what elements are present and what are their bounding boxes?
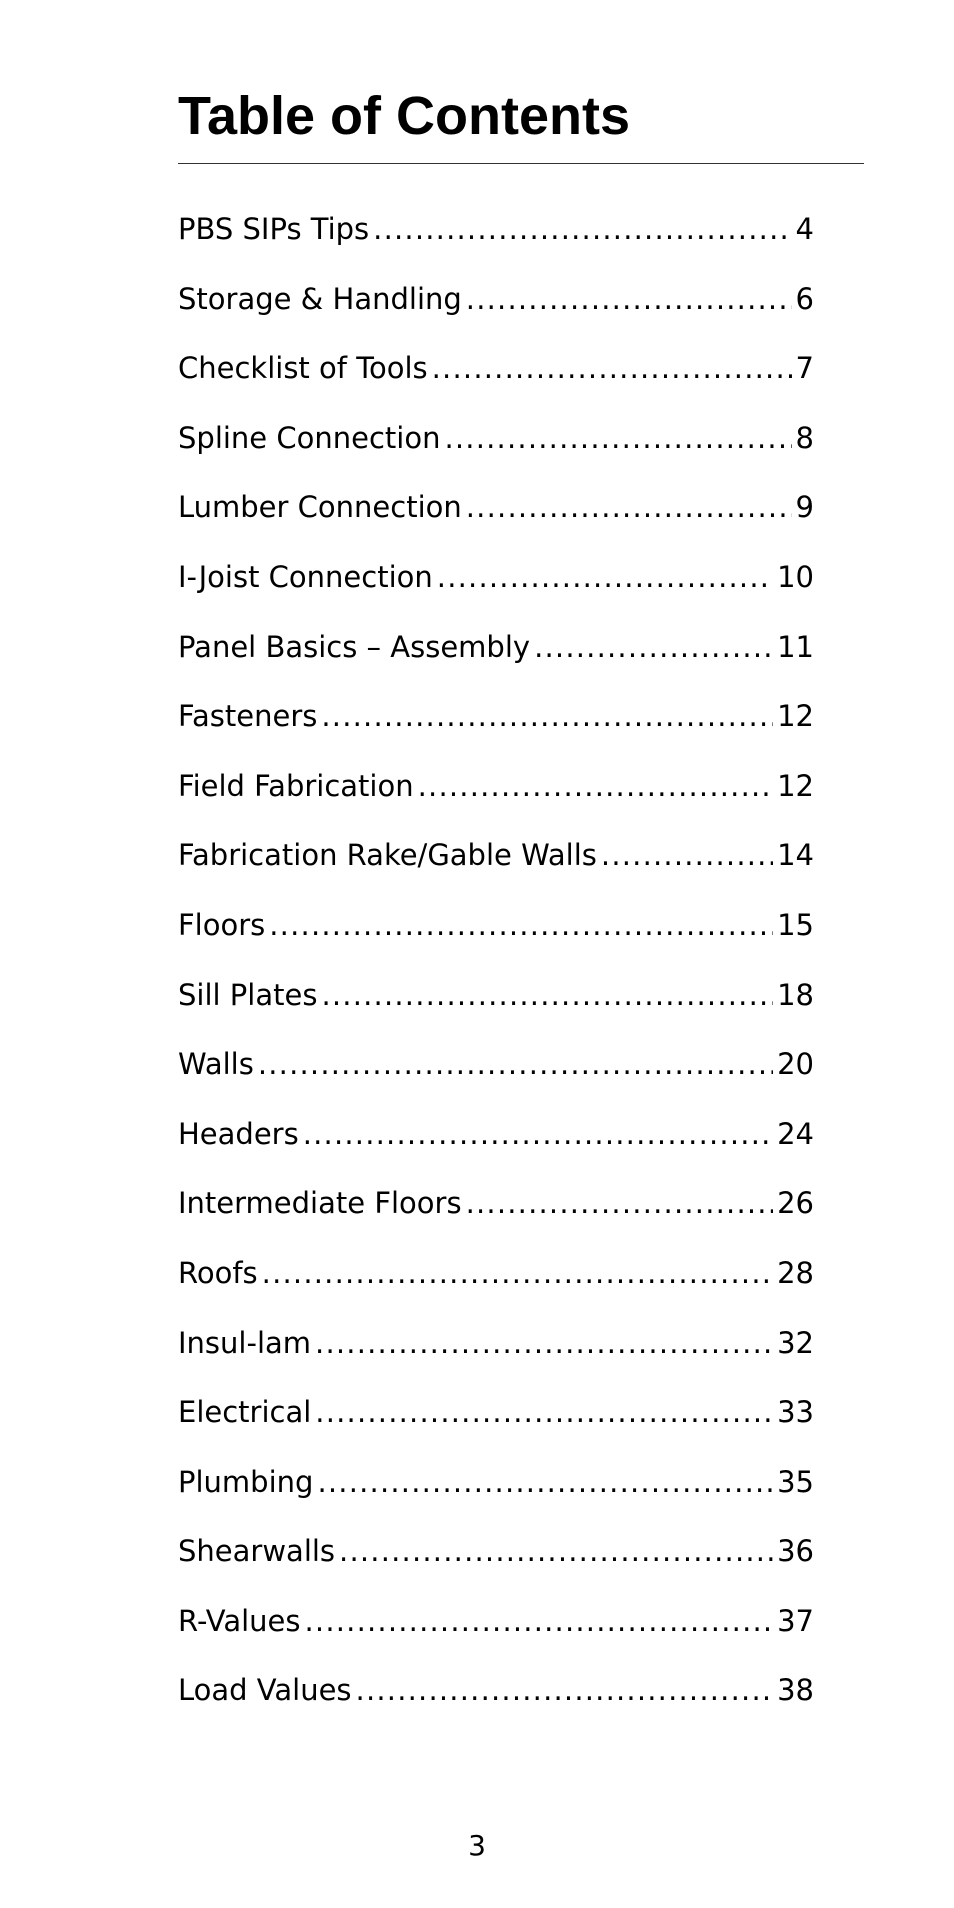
toc-entry-label: PBS SIPs Tips	[178, 212, 370, 246]
toc-entry-label: Field Fabrication	[178, 768, 414, 803]
dot-leader	[317, 1458, 773, 1506]
toc-entry-page: 12	[777, 768, 814, 803]
toc-entry-label: Fabrication Rake/Gable Walls	[178, 838, 597, 873]
toc-entry-label: Lumber Connection	[178, 490, 462, 525]
page-title: Table of Contents	[178, 86, 630, 146]
toc-entry-page: 15	[777, 907, 814, 942]
toc-entry[interactable]	[178, 483, 814, 553]
toc-entry-label: Insul-lam	[178, 1325, 312, 1360]
toc-entry-page: 26	[777, 1186, 814, 1221]
toc-entry-page: 7	[795, 351, 814, 386]
toc-entry[interactable]	[178, 553, 814, 623]
toc-entry-label: Floors	[178, 907, 266, 942]
toc-entry[interactable]	[178, 831, 814, 901]
toc-entry-page: 18	[777, 977, 814, 1012]
toc-entry[interactable]	[178, 1040, 814, 1110]
toc-entry-label: Fasteners	[178, 699, 318, 734]
dot-leader	[466, 483, 792, 531]
toc-entry-page: 37	[777, 1603, 814, 1638]
toc-entry[interactable]	[178, 971, 814, 1041]
toc-entry-label: Spline Connection	[178, 420, 441, 455]
toc-entry[interactable]	[178, 692, 814, 762]
toc-entry[interactable]	[178, 1527, 814, 1597]
toc-entry-label: Checklist of Tools	[178, 351, 428, 386]
dot-leader	[269, 901, 773, 949]
toc-entry-label: Roofs	[178, 1255, 258, 1290]
dot-leader	[321, 971, 773, 1019]
dot-leader	[432, 344, 792, 392]
dot-leader	[444, 414, 791, 462]
toc-entry[interactable]	[178, 1388, 814, 1458]
toc-entry-page: 11	[777, 629, 814, 664]
toc-entry[interactable]	[178, 1249, 814, 1319]
toc-entry-page: 14	[777, 838, 814, 873]
dot-leader	[418, 762, 773, 810]
toc-entry-label: I-Joist Connection	[178, 559, 433, 594]
toc-entry[interactable]	[178, 1319, 814, 1389]
dot-leader	[534, 623, 773, 671]
toc-entry-label: Intermediate Floors	[178, 1186, 462, 1221]
toc-entry[interactable]	[178, 1110, 814, 1180]
toc-entry[interactable]	[178, 1666, 814, 1736]
toc-entry-page: 10	[777, 559, 814, 594]
dot-leader	[305, 1597, 774, 1645]
toc-entry[interactable]	[178, 344, 814, 414]
toc-entry-page: 36	[777, 1534, 814, 1569]
toc-entry-page: 38	[777, 1673, 814, 1708]
toc-entry[interactable]	[178, 623, 814, 693]
toc-entry-page: 24	[777, 1116, 814, 1151]
toc-entry-label: Plumbing	[178, 1464, 314, 1499]
page-number: 3	[468, 1829, 486, 1862]
toc-page	[178, 0, 864, 1908]
toc-entry-page: 4	[795, 212, 814, 246]
dot-leader	[262, 1249, 773, 1297]
toc-entry-page: 6	[795, 281, 814, 316]
dot-leader	[356, 1666, 774, 1714]
dot-leader	[321, 692, 773, 740]
dot-leader	[315, 1319, 773, 1367]
dot-leader	[373, 205, 791, 253]
toc-entry[interactable]	[178, 762, 814, 832]
title-divider	[178, 163, 864, 164]
toc-entry[interactable]	[178, 1458, 814, 1528]
toc-entry-label: Electrical	[178, 1395, 312, 1430]
dot-leader	[315, 1388, 773, 1436]
toc-entry-label: Load Values	[178, 1673, 352, 1708]
toc-entry-page: 8	[795, 420, 814, 455]
toc-entry[interactable]	[178, 1179, 814, 1249]
toc-entry[interactable]	[178, 275, 814, 345]
toc-entry-label: Sill Plates	[178, 977, 318, 1012]
dot-leader	[303, 1110, 773, 1158]
dot-leader	[466, 1179, 774, 1227]
toc-entry-page: 28	[777, 1255, 814, 1290]
dot-leader	[339, 1527, 773, 1575]
toc-entry-page: 32	[777, 1325, 814, 1360]
toc-entry[interactable]	[178, 1597, 814, 1667]
toc-entry-page: 33	[777, 1395, 814, 1430]
toc-entry-label: Panel Basics – Assembly	[178, 629, 531, 664]
toc-entry-page: 20	[777, 1047, 814, 1082]
dot-leader	[258, 1040, 773, 1088]
toc-entry[interactable]	[178, 901, 814, 971]
toc-entry[interactable]	[178, 205, 814, 275]
toc-entry-label: Storage & Handling	[178, 281, 462, 316]
toc-entry-page: 12	[777, 699, 814, 734]
dot-leader	[601, 831, 773, 879]
toc-entry-label: Headers	[178, 1116, 299, 1151]
toc-entry-page: 35	[777, 1464, 814, 1499]
toc-entry[interactable]	[178, 414, 814, 484]
toc-entry-label: Walls	[178, 1047, 254, 1082]
toc-entry-label: R-Values	[178, 1603, 301, 1638]
dot-leader	[466, 275, 792, 323]
toc-list	[178, 205, 814, 1736]
dot-leader	[437, 553, 773, 601]
toc-entry-label: Shearwalls	[178, 1534, 336, 1569]
toc-entry-page: 9	[795, 490, 814, 525]
